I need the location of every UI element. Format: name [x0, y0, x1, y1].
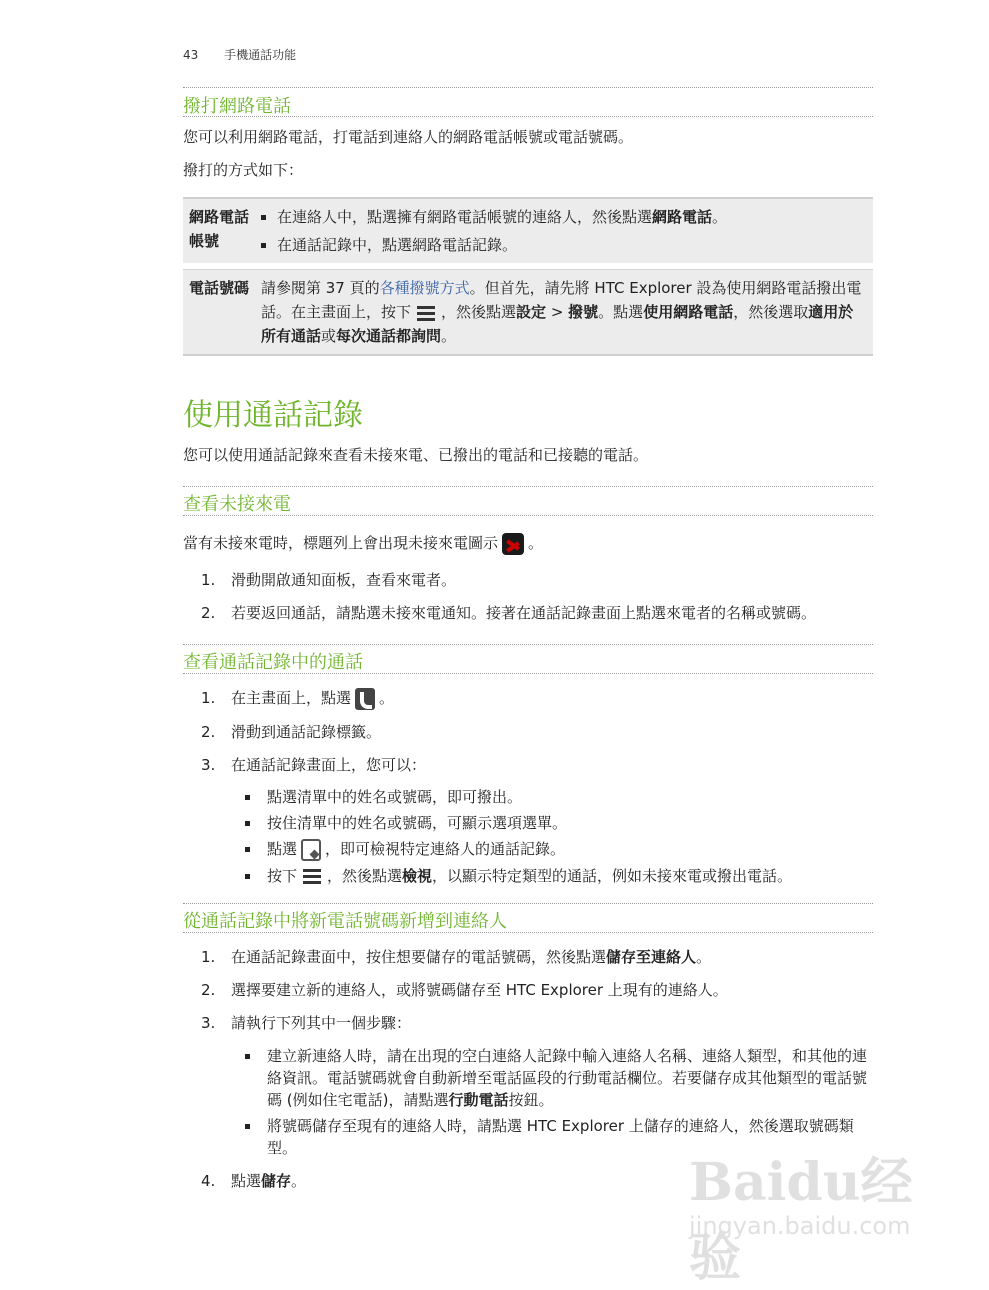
list-item: 建立新連絡人時，請在出現的空白連絡人記錄中輸入連絡人名稱、連絡人類型，和其他的連絡資訊。電話號碼就會自動新增至電話區段的行動電話欄位。若要儲存成其他類型的電話號碼 (例如住宅電話)，請點選行動電話按鈕。 [245, 1045, 875, 1111]
section-title-call-history: 使用通話記錄 [183, 398, 363, 433]
row-body: 請參閱第 37 頁的各種撥號方式。但首先，請先將 HTC Explorer 設為使用網路電話撥出電話。在主畫面上，按下 ，然後點選設定 > 撥號。點選使用網路電話，然後選取適用於所有通話或每次通話都詢問。 [261, 279, 862, 345]
divider [183, 116, 873, 117]
list-item: 在通話記錄中，點選網路電話記錄。 [261, 233, 865, 257]
list-item: 4. 點選儲存。 [201, 1172, 307, 1190]
list-item: 2. 滑動到通話記錄標籤。 [201, 722, 382, 741]
list-item: 1. 在主畫面上，點選 。 [201, 687, 881, 710]
menu-icon [417, 304, 435, 322]
contact-history-icon [301, 839, 321, 861]
steps-list [201, 946, 881, 1034]
table-row [183, 197, 873, 263]
list-item: 按住清單中的姓名或號碼，可顯示選項選單。 [245, 812, 875, 834]
steps-list [201, 687, 881, 776]
options-list [245, 786, 875, 887]
row-header: 電話號碼 [189, 279, 250, 297]
list-item: 將號碼儲存至現有的連絡人時，請點選 HTC Explorer 上儲存的連絡人，然後選取號碼類型。 [245, 1115, 875, 1159]
chapter-title: 手機通話功能 [224, 48, 297, 62]
paragraph: 當有未接來電時，標題列上會出現未接來電圖示 。 [183, 532, 543, 555]
divider [183, 673, 873, 674]
list-item: 2. 選擇要建立新的連絡人，或將號碼儲存至 HTC Explorer 上現有的連絡人。 [201, 981, 728, 999]
divider [183, 515, 873, 516]
baidu-watermark [689, 1130, 949, 1288]
list-item: 點選 ，即可檢視特定連絡人的通話記錄。 [245, 838, 875, 861]
list-item: 1. 在通話記錄畫面中，按住想要儲存的電話號碼，然後點選儲存至連絡人。 [201, 948, 712, 966]
divider [183, 87, 873, 88]
list-item: 3. 在通話記錄畫面上，您可以： [201, 755, 427, 774]
section-title-save-number: 從通話記錄中將新電話號碼新增到連絡人 [183, 911, 507, 932]
section-title-view-calls: 查看通話記錄中的通話 [183, 652, 363, 673]
row-body [261, 199, 873, 263]
list-item: 在連絡人中，點選擁有網路電話帳號的連絡人，然後點選網路電話。 [261, 205, 865, 229]
section-title-internet-call: 撥打網路電話 [183, 96, 291, 117]
paragraph: 您可以利用網路電話，打電話到連絡人的網路電話帳號或電話號碼。 [183, 128, 634, 146]
divider [183, 486, 873, 487]
watermark-url: jingyan.baidu.com [689, 1212, 911, 1240]
list-item: 2. 若要返回通話，請點選未接來電通知。接著在通話記錄畫面上點選來電者的名稱或號碼。 [201, 604, 817, 622]
list-item: 點選清單中的姓名或號碼，即可撥出。 [245, 786, 875, 808]
list-item: 3. 請執行下列其中一個步驟： [201, 1014, 412, 1032]
watermark-logo: Baidu经验 [689, 1152, 913, 1288]
page-number: 43 [183, 48, 199, 62]
section-title-missed-calls: 查看未接來電 [183, 494, 291, 515]
list-item: 按下 ，然後點選檢視，以顯示特定類型的通話，例如未接來電或撥出電話。 [245, 865, 875, 887]
phone-icon [355, 688, 375, 710]
missed-call-icon [502, 533, 524, 555]
paragraph: 撥打的方式如下： [183, 161, 304, 179]
menu-icon [303, 867, 321, 885]
table-row [183, 269, 873, 356]
divider [183, 644, 873, 645]
dial-methods-link[interactable]: 各種撥號方式 [379, 279, 470, 297]
list-item: 1. 滑動開啟通知面板，查看來電者。 [201, 571, 457, 589]
dial-methods-table [183, 197, 873, 356]
page-header [183, 46, 296, 63]
row-header: 網路電話帳號 [189, 208, 250, 250]
steps-list [201, 569, 881, 624]
divider [183, 932, 873, 933]
paragraph: 您可以使用通話記錄來查看未接來電、已撥出的電話和已接聽的電話。 [183, 446, 649, 464]
divider [183, 903, 873, 904]
